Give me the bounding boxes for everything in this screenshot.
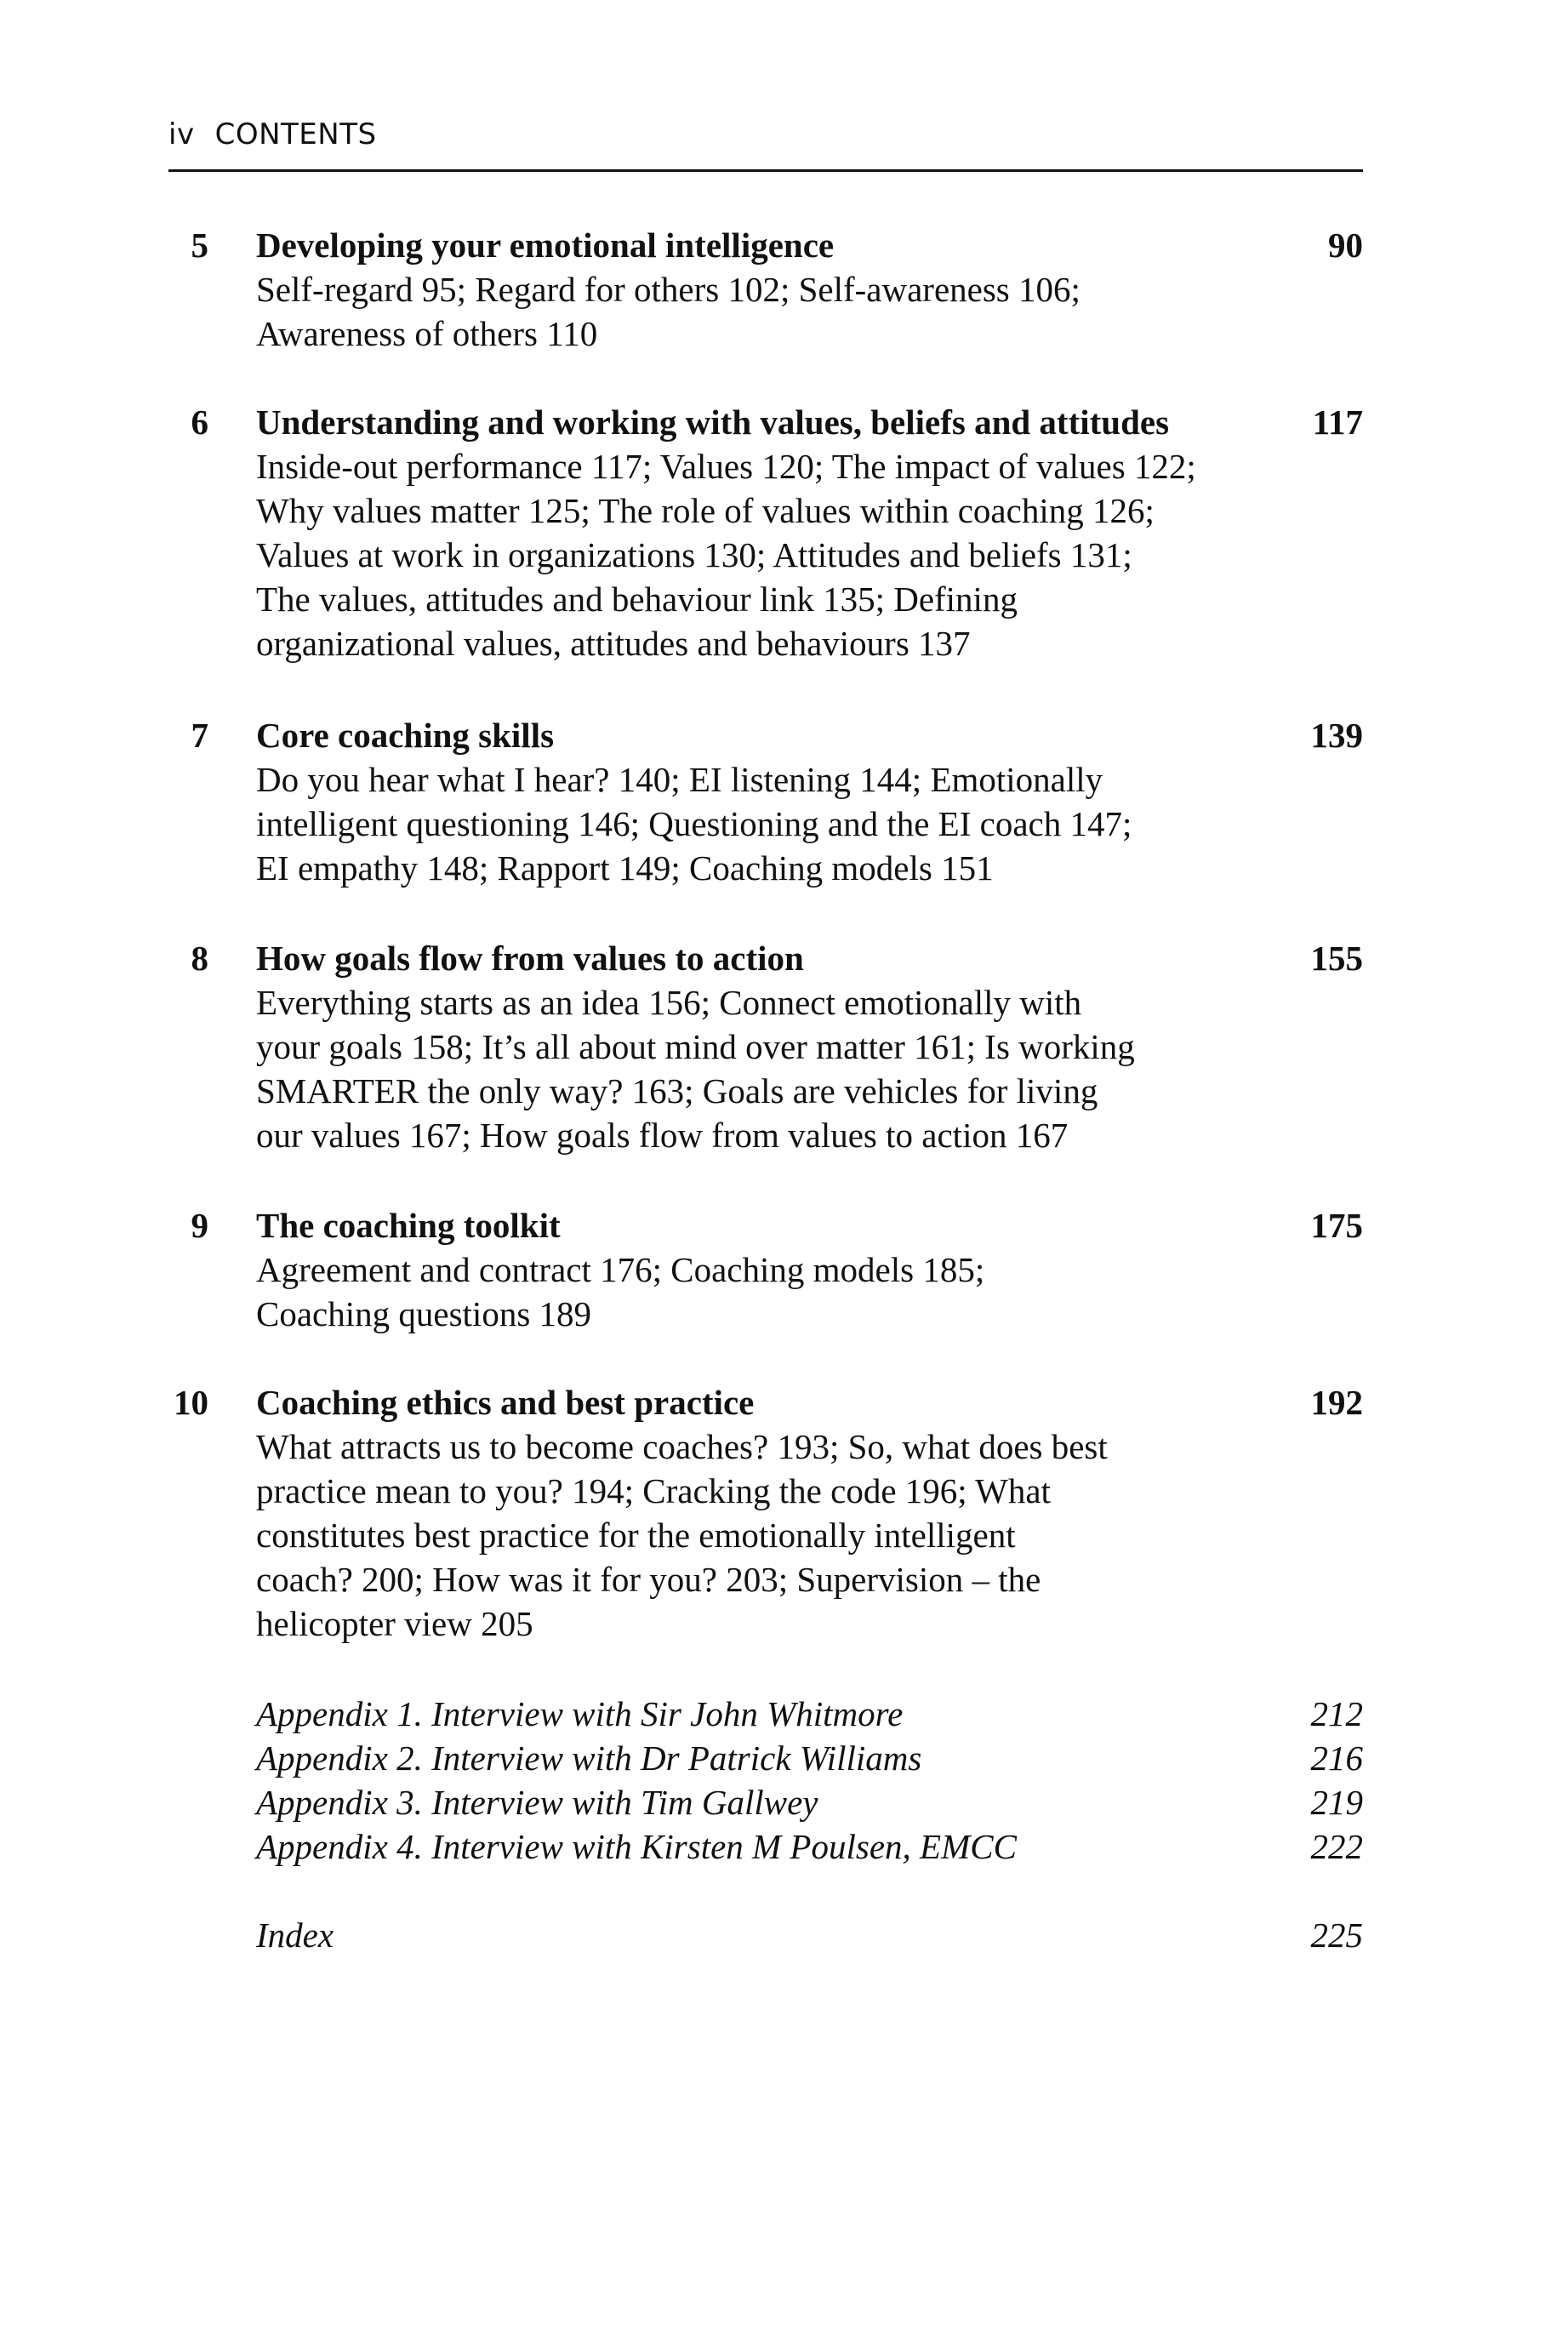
- chapter-number: 6: [191, 402, 208, 442]
- topic-line: Inside-out performance 117; Values 120; The impact of values 122;: [256, 447, 1196, 486]
- topic-line: Why values matter 125; The role of values within coaching 126;: [256, 491, 1155, 530]
- chapter-title[interactable]: The coaching toolkit: [256, 1206, 561, 1245]
- toc-appendix-entry[interactable]: [256, 1824, 1363, 1869]
- appendix-page-number: 222: [1310, 1827, 1363, 1866]
- chapter-page-number: 175: [1310, 1206, 1363, 1245]
- toc-appendix-entry[interactable]: [256, 1692, 1363, 1736]
- topic-line: helicopter view 205: [256, 1604, 533, 1643]
- topic-line: your goals 158; It’s all about mind over matter 161; Is working: [256, 1027, 1135, 1066]
- topic-line: Awareness of others 110: [256, 314, 598, 353]
- chapter-topics: [256, 444, 1196, 665]
- toc-index-entry[interactable]: [256, 1913, 1363, 1957]
- topic-line: EI empathy 148; Rapport 149; Coaching models 151: [256, 848, 994, 888]
- appendix-title[interactable]: Appendix 4. Interview with Kirsten M Poulsen, EMCC: [256, 1827, 1017, 1866]
- running-head: [168, 117, 377, 151]
- chapter-page-number: 155: [1310, 939, 1363, 978]
- topic-line: practice mean to you? 194; Cracking the code 196; What: [256, 1471, 1051, 1510]
- topic-line: Do you hear what I hear? 140; EI listening 144; Emotionally: [256, 760, 1103, 799]
- toc-appendix-entry[interactable]: [256, 1736, 1363, 1780]
- index-page-number: 225: [1310, 1915, 1363, 1955]
- chapter-page-number: 117: [1312, 402, 1363, 442]
- chapter-topics: [256, 1424, 1108, 1646]
- topic-line: coach? 200; How was it for you? 203; Supervision – the: [256, 1560, 1041, 1599]
- chapter-topics: [256, 267, 1080, 356]
- chapter-number: 9: [191, 1206, 208, 1245]
- topic-line: Agreement and contract 176; Coaching models 185;: [256, 1250, 985, 1289]
- chapter-page-number: 90: [1328, 225, 1363, 265]
- chapter-number: 8: [191, 939, 208, 978]
- topic-line: organizational values, attitudes and behaviours 137: [256, 624, 971, 663]
- chapter-page-number: 139: [1310, 716, 1363, 755]
- chapter-title[interactable]: Coaching ethics and best practice: [256, 1383, 755, 1422]
- topic-line: intelligent questioning 146; Questioning and the EI coach 147;: [256, 804, 1132, 843]
- appendix-title[interactable]: Appendix 1. Interview with Sir John Whitmore: [256, 1694, 904, 1733]
- chapter-title[interactable]: How goals flow from values to action: [256, 939, 804, 978]
- topic-line: SMARTER the only way? 163; Goals are vehicles for living: [256, 1071, 1098, 1110]
- chapter-number: 5: [191, 225, 208, 265]
- page-folio: iv: [168, 117, 195, 151]
- chapter-topics: [256, 757, 1132, 890]
- index-label[interactable]: Index: [256, 1915, 334, 1955]
- topic-line: Values at work in organizations 130; Attitudes and beliefs 131;: [256, 535, 1132, 574]
- running-title: CONTENTS: [214, 117, 377, 151]
- topic-line: constitutes best practice for the emotionally intelligent: [256, 1516, 1016, 1555]
- topic-line: The values, attitudes and behaviour link 135; Defining: [256, 579, 1018, 619]
- topic-line: Coaching questions 189: [256, 1294, 592, 1333]
- chapter-number: 7: [191, 716, 208, 755]
- chapter-number: 10: [174, 1383, 208, 1422]
- topic-line: Everything starts as an idea 156; Connect emotionally with: [256, 983, 1082, 1022]
- chapter-topics: [256, 1247, 984, 1336]
- toc-appendix-entry[interactable]: [256, 1780, 1363, 1824]
- appendix-title[interactable]: Appendix 2. Interview with Dr Patrick Williams: [256, 1738, 922, 1778]
- chapter-topics: [256, 980, 1135, 1157]
- topic-line: our values 167; How goals flow from values to action 167: [256, 1116, 1069, 1155]
- topic-line: Self-regard 95; Regard for others 102; Self-awareness 106;: [256, 270, 1080, 309]
- header-rule: [168, 169, 1363, 172]
- chapter-title[interactable]: Developing your emotional intelligence: [256, 225, 835, 265]
- appendix-title[interactable]: Appendix 3. Interview with Tim Gallwey: [256, 1783, 818, 1822]
- topic-line: What attracts us to become coaches? 193; So, what does best: [256, 1427, 1108, 1466]
- chapter-page-number: 192: [1310, 1383, 1363, 1422]
- chapter-title[interactable]: Understanding and working with values, beliefs and attitudes: [256, 402, 1170, 442]
- chapter-title[interactable]: Core coaching skills: [256, 716, 555, 755]
- appendix-page-number: 219: [1310, 1783, 1363, 1822]
- appendix-page-number: 212: [1310, 1694, 1363, 1733]
- appendix-page-number: 216: [1310, 1738, 1363, 1778]
